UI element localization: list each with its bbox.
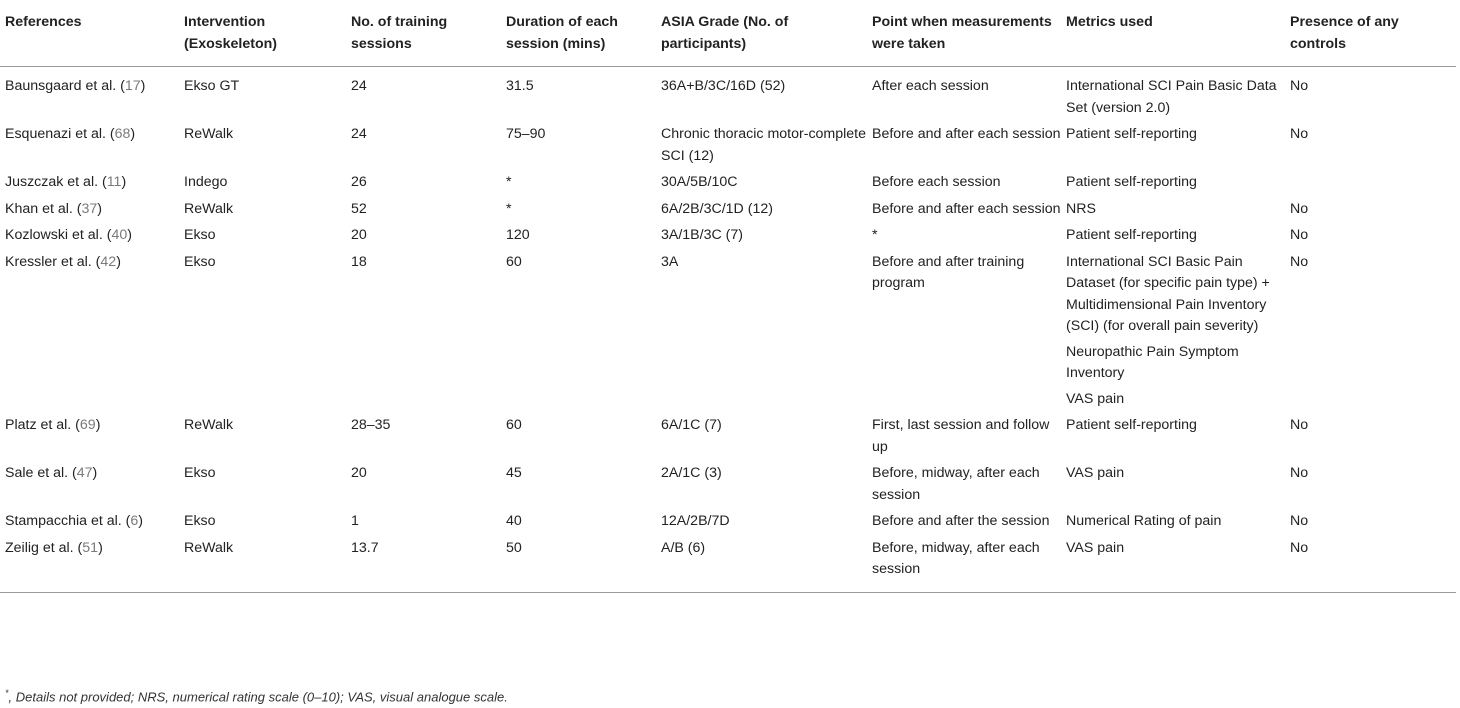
- cell-sessions: 24: [351, 78, 367, 94]
- cell-duration: 75–90: [506, 126, 546, 142]
- metric-item: VAS pain: [1066, 390, 1125, 407]
- citation-link[interactable]: 40: [111, 227, 128, 243]
- cell-asia-grade: 3A/1B/3C (7): [661, 227, 744, 243]
- cell-intervention: Ekso: [184, 253, 216, 270]
- table-row: [0, 247, 1456, 411]
- cell-metrics: [1066, 167, 1290, 194]
- metric-item: Patient self-reporting: [1066, 126, 1197, 142]
- cell-controls: No: [1290, 227, 1309, 243]
- header-duration: Duration of each session (mins): [506, 14, 618, 52]
- cell-duration: 60: [506, 253, 522, 270]
- cell-measurement-point: Before and after each session: [872, 126, 1061, 142]
- cell-intervention: ReWalk: [184, 126, 234, 142]
- metric-item: International SCI Pain Basic Data Set (version 2.0): [1066, 78, 1277, 116]
- cell-reference: Platz et al. (69): [5, 417, 101, 433]
- cell-intervention: Ekso GT: [184, 78, 240, 94]
- citation-link[interactable]: 11: [106, 174, 122, 190]
- cell-metrics: [1066, 220, 1290, 247]
- reference-name: Juszczak et al. (: [5, 174, 107, 190]
- table-body: [0, 67, 1456, 593]
- cell-duration: 50: [506, 539, 522, 556]
- cell-asia-grade: 30A/5B/10C: [661, 174, 738, 190]
- header-references: References: [5, 14, 82, 30]
- reference-name: Platz et al. (: [5, 417, 80, 433]
- cell-asia-grade: 6A/2B/3C/1D (12): [661, 200, 773, 217]
- table-row: [0, 67, 1456, 120]
- cell-reference: Esquenazi et al. (68): [5, 126, 136, 142]
- cell-measurement-point: After each session: [872, 78, 989, 94]
- cell-measurement-point: Before, midway, after each session: [872, 465, 1040, 503]
- table-row: [0, 194, 1456, 221]
- cell-controls: [1290, 167, 1456, 194]
- cell-controls: No: [1290, 513, 1309, 529]
- table-row: [0, 458, 1456, 506]
- cell-sessions: 13.7: [351, 539, 379, 556]
- table-row: [0, 410, 1456, 458]
- metric-item: Numerical Rating of pain: [1066, 513, 1222, 529]
- cell-metrics: [1066, 247, 1290, 411]
- citation-link[interactable]: 6: [130, 513, 139, 529]
- cell-duration: 120: [506, 227, 530, 243]
- cell-duration: 60: [506, 417, 522, 433]
- cell-intervention: ReWalk: [184, 539, 234, 556]
- citation-link[interactable]: 51: [82, 539, 99, 556]
- citation-link[interactable]: 42: [100, 253, 117, 270]
- cell-intervention: ReWalk: [184, 417, 234, 433]
- table-row: [0, 533, 1456, 593]
- cell-sessions: 1: [351, 513, 359, 529]
- cell-sessions: 26: [351, 174, 367, 190]
- footnote-text: , Details not provided; NRS, numerical rating scale (0–10); VAS, visual analogue scale.: [8, 689, 508, 705]
- cell-intervention: Ekso: [184, 465, 216, 481]
- table-row: [0, 167, 1456, 194]
- reference-name: Sale et al. (: [5, 465, 77, 481]
- cell-metrics: [1066, 194, 1290, 221]
- metric-item: Patient self-reporting: [1066, 174, 1197, 190]
- cell-duration: *: [506, 200, 512, 217]
- table-row: [0, 119, 1456, 167]
- cell-metrics: [1066, 533, 1290, 593]
- cell-asia-grade: 6A/1C (7): [661, 417, 722, 433]
- cell-controls: No: [1290, 465, 1309, 481]
- cell-sessions: 20: [351, 227, 367, 243]
- reference-name: Baunsgaard et al. (: [5, 78, 125, 94]
- cell-controls: No: [1290, 417, 1309, 433]
- cell-reference: Zeilig et al. (51): [5, 539, 103, 556]
- cell-controls: No: [1290, 78, 1309, 94]
- metric-item: Patient self-reporting: [1066, 227, 1197, 243]
- cell-sessions: 24: [351, 126, 367, 142]
- cell-sessions: 28–35: [351, 417, 391, 433]
- cell-controls: No: [1290, 539, 1309, 556]
- header-row: [0, 0, 1456, 67]
- cell-asia-grade: 3A: [661, 253, 679, 270]
- cell-reference: Stampacchia et al. (6): [5, 513, 144, 529]
- table-footnote: [5, 683, 508, 708]
- cell-reference: Sale et al. (47): [5, 465, 98, 481]
- cell-intervention: Ekso: [184, 513, 216, 529]
- metric-item: Patient self-reporting: [1066, 417, 1197, 433]
- cell-measurement-point: Before and after the session: [872, 513, 1050, 529]
- cell-reference: Kressler et al. (42): [5, 253, 121, 270]
- reference-name: Kozlowski et al. (: [5, 227, 112, 243]
- cell-reference: Khan et al. (37): [5, 200, 103, 217]
- header-metrics: Metrics used: [1066, 14, 1153, 30]
- cell-duration: 45: [506, 465, 522, 481]
- citation-link[interactable]: 68: [114, 126, 131, 142]
- cell-metrics: [1066, 119, 1290, 167]
- cell-sessions: 20: [351, 465, 367, 481]
- citation-link[interactable]: 37: [81, 200, 98, 217]
- cell-controls: No: [1290, 253, 1309, 270]
- cell-duration: 40: [506, 513, 522, 529]
- citation-link[interactable]: 47: [76, 465, 93, 481]
- reference-name: Khan et al. (: [5, 200, 82, 217]
- reference-name: Kressler et al. (: [5, 253, 101, 270]
- cell-duration: 31.5: [506, 78, 534, 94]
- cell-measurement-point: Before and after each session: [872, 200, 1061, 217]
- citation-link[interactable]: 69: [79, 417, 96, 433]
- metric-item: NRS: [1066, 200, 1096, 217]
- metric-item: Neuropathic Pain Symptom Inventory: [1066, 343, 1239, 381]
- cell-asia-grade: Chronic thoracic motor-complete SCI (12): [661, 126, 867, 164]
- cell-metrics: [1066, 506, 1290, 533]
- metric-item: VAS pain: [1066, 539, 1125, 556]
- cell-reference: Baunsgaard et al. (17): [5, 78, 146, 94]
- footnote-marker: *: [5, 688, 9, 698]
- metric-item: VAS pain: [1066, 465, 1125, 481]
- table-header: [0, 0, 1456, 67]
- cell-asia-grade: 12A/2B/7D: [661, 513, 730, 529]
- cell-sessions: 18: [351, 253, 367, 270]
- cell-reference: Juszczak et al. (11): [5, 174, 127, 190]
- cell-measurement-point: *: [872, 227, 878, 243]
- cell-asia-grade: A/B (6): [661, 539, 706, 556]
- header-controls: Presence of any controls: [1290, 14, 1399, 52]
- cell-measurement-point: First, last session and follow up: [872, 417, 1050, 455]
- cell-sessions: 52: [351, 200, 367, 217]
- cell-measurement-point: Before each session: [872, 174, 1001, 190]
- cell-metrics: [1066, 458, 1290, 506]
- cell-controls: No: [1290, 200, 1309, 217]
- header-asia-grade: ASIA Grade (No. of participants): [661, 14, 789, 52]
- header-training-sessions: No. of training sessions: [351, 14, 448, 52]
- cell-asia-grade: 36A+B/3C/16D (52): [661, 78, 786, 94]
- cell-measurement-point: Before, midway, after each session: [872, 539, 1040, 577]
- cell-metrics: [1066, 67, 1290, 120]
- citation-link[interactable]: 17: [124, 78, 141, 94]
- table-row: [0, 220, 1456, 247]
- metric-item: International SCI Basic Pain Dataset (for specific pain type) + Multidimensional Pain Inventory (SCI) (for overall pain severity): [1066, 253, 1270, 334]
- header-intervention: Intervention (Exoskeleton): [184, 14, 278, 52]
- cell-duration: *: [506, 174, 512, 190]
- cell-asia-grade: 2A/1C (3): [661, 465, 722, 481]
- reference-name: Zeilig et al. (: [5, 539, 83, 556]
- cell-intervention: Ekso: [184, 227, 216, 243]
- cell-intervention: ReWalk: [184, 200, 234, 217]
- cell-controls: No: [1290, 126, 1309, 142]
- header-measurement-point: Point when measurements were taken: [872, 14, 1052, 52]
- cell-intervention: Indego: [184, 174, 228, 190]
- reference-name: Esquenazi et al. (: [5, 126, 115, 142]
- cell-reference: Kozlowski et al. (40): [5, 227, 132, 243]
- reference-name: Stampacchia et al. (: [5, 513, 131, 529]
- cell-metrics: [1066, 410, 1290, 458]
- cell-measurement-point: Before and after training program: [872, 253, 1025, 291]
- table-row: [0, 506, 1456, 533]
